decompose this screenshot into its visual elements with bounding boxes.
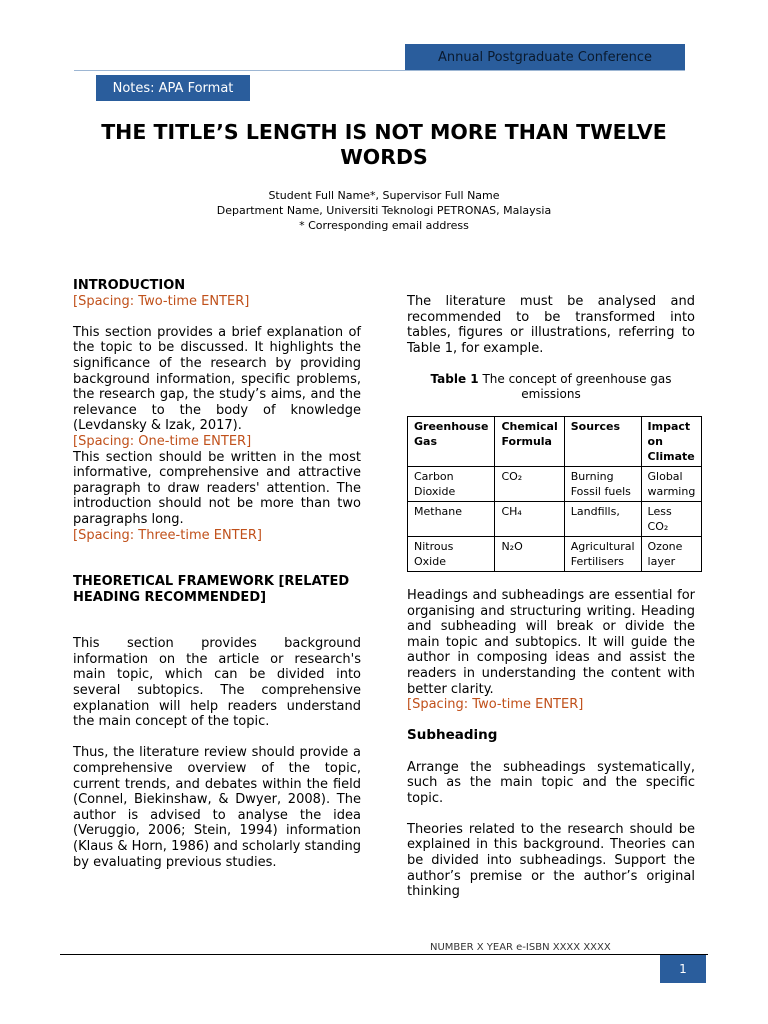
page-number-badge <box>660 955 706 983</box>
left-column <box>73 278 361 870</box>
intro-paragraph-2: This section should be written in the most informative, comprehensive and attractive paragraph to draw readers' attention. The introduction should not be more than two paragraphs long. <box>73 449 361 527</box>
table-cell: N₂O <box>495 537 564 572</box>
author-block <box>74 188 694 233</box>
header-rule <box>74 70 685 71</box>
spacing-note: [Spacing: Two-time ENTER] <box>407 697 584 713</box>
table-header-cell: Sources <box>564 417 641 467</box>
table-caption <box>407 372 695 402</box>
table-cell: Agricultural Fertilisers <box>564 537 641 572</box>
table-cell: Nitrous Oxide <box>408 537 495 572</box>
table-caption-text: The concept of greenhouse gas emissions <box>482 372 672 402</box>
footer-isbn: NUMBER X YEAR e-ISBN XXXX XXXX <box>430 942 611 953</box>
table-cell: Less CO₂ <box>641 502 702 537</box>
literature-paragraph: The literature must be analysed and recommended to be transformed into tables, figures or illustrations, referring to Table 1, for example. <box>407 294 695 356</box>
table-header-cell: Chemical Formula <box>495 417 564 467</box>
footer-rule <box>60 954 708 955</box>
subheading-paragraph-1: Arrange the subheadings systematically, such as the main topic and the specific topic. <box>407 759 695 806</box>
table-cell: Carbon Dioxide <box>408 467 495 502</box>
right-column <box>407 294 695 900</box>
author-affiliation: Department Name, Universiti Teknologi PETRONAS, Malaysia <box>216 204 552 217</box>
introduction-heading: INTRODUCTION <box>73 278 186 293</box>
theoretical-framework-heading: THEORETICAL FRAMEWORK [RELATED HEADING RECOMMENDED] <box>73 574 350 605</box>
theory-paragraph-1: This section provides background information on the article or research's main topic, which can be divided into several subtopics. The comprehensive explanation will help readers understand the main concept of the topic. <box>73 636 361 730</box>
author-names: Student Full Name*, Supervisor Full Name <box>268 189 500 202</box>
conference-banner <box>405 44 685 70</box>
greenhouse-gas-table <box>407 416 702 572</box>
notes-badge <box>96 75 250 101</box>
subheading-paragraph-2: Theories related to the research should be explained in this background. Theories can be divided into subheadings. Support the author’s premise or the author’s original thinking <box>407 821 695 900</box>
spacing-note: [Spacing: Two-time ENTER] <box>73 293 250 309</box>
subheading-title: Subheading <box>407 727 498 744</box>
notes-label: Notes: APA Format <box>112 80 234 96</box>
spacing-note: [Spacing: Three-time ENTER] <box>73 527 262 543</box>
table-row <box>408 467 702 502</box>
table-cell: Burning Fossil fuels <box>564 467 641 502</box>
table-row <box>408 502 702 537</box>
paper-title: THE TITLE’S LENGTH IS NOT MORE THAN TWELVE WORDS <box>101 120 667 169</box>
table-header-row <box>408 417 702 467</box>
table-cell: Global warming <box>641 467 702 502</box>
conference-name: Annual Postgraduate Conference <box>437 49 653 65</box>
author-email: * Corresponding email address <box>299 219 469 232</box>
table-header-cell: Impact on Climate <box>641 417 702 467</box>
intro-paragraph-1: This section provides a brief explanation of the topic to be discussed. It highlights the significance of the research by providing background information, specific problems, the research gap, the study’s aims, and the relevance to the body of knowledge (Levdansky & Izak, 2017). <box>73 324 361 434</box>
table-header-cell: Greenhouse Gas <box>408 417 495 467</box>
spacing-note: [Spacing: One-time ENTER] <box>73 433 252 449</box>
page-number: 1 <box>679 962 687 976</box>
table-cell: CO₂ <box>495 467 564 502</box>
theory-paragraph-2: Thus, the literature review should provide a comprehensive overview of the topic, current trends, and debates within the field (Connel, Biekinshaw, & Dwyer, 2008). The author is advised to analyse the idea (Veruggio, 2006; Stein, 1994) information (Klaus & Horn, 1986) and scholarly standing by evaluating previous studies. <box>73 745 361 870</box>
table-cell: Landfills, <box>564 502 641 537</box>
table-cell: Methane <box>408 502 495 537</box>
table-row <box>408 537 702 572</box>
table-cell: CH₄ <box>495 502 564 537</box>
table-cell: Ozone layer <box>641 537 702 572</box>
headings-paragraph: Headings and subheadings are essential for organising and structuring writing. Heading and subheading will break or divide the main topic and subtopics. It will guide the author in composing ideas and assist the readers in understanding the content with better clarity. <box>407 587 695 697</box>
table-label: Table 1 <box>430 372 479 387</box>
